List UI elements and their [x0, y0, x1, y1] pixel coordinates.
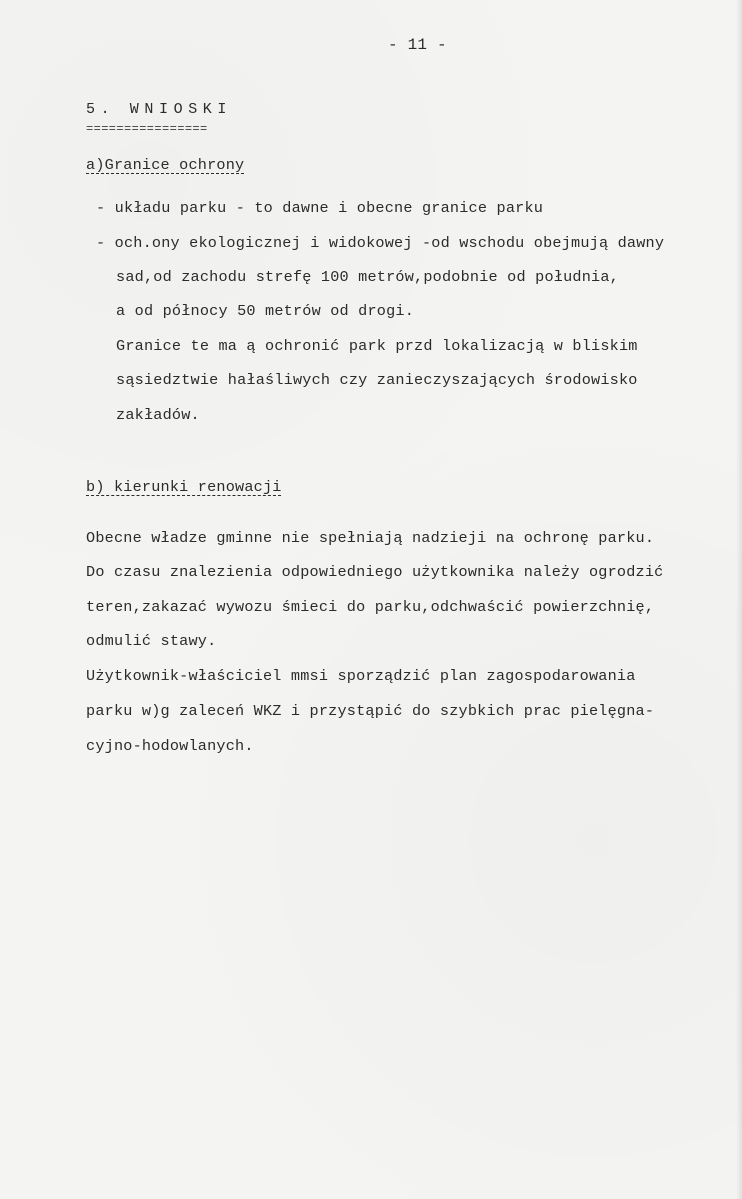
subsection-a-line: Granice te ma ą ochronić park przd lokalizacją w bliskim — [116, 337, 638, 355]
subsection-a-line: - och.ony ekologicznej i widokowej -od wschodu obejmują dawny — [96, 234, 665, 252]
section-title: 5. WNIOSKI — [86, 101, 233, 118]
subsection-b-line: Obecne władze gminne nie spełniają nadzieji na ochronę parku. — [86, 529, 655, 547]
subsection-a-line: sąsiedztwie hałaśliwych czy zanieczyszających środowisko — [116, 371, 638, 389]
subsection-a-line: sad,od zachodu strefę 100 metrów,podobnie od południa, — [116, 268, 619, 286]
section-title-rule: ================ — [86, 122, 208, 136]
subsection-a-line: zakładów. — [116, 406, 200, 424]
subsection-a-line: a od północy 50 metrów od drogi. — [116, 302, 415, 320]
subsection-b-line: parku w)g zaleceń WKZ i przystąpić do szybkich prac pielęgna- — [86, 702, 655, 720]
page-edge-shadow — [736, 0, 742, 1199]
subsection-b-line: teren,zakazać wywozu śmieci do parku,odchwaścić powierzchnię, — [86, 598, 655, 616]
subsection-b-line: odmulić stawy. — [86, 632, 217, 650]
subsection-b-line: Użytkownik-właściciel mmsi sporządzić plan zagospodarowania — [86, 667, 636, 685]
page-number: - 11 - — [388, 36, 447, 54]
subsection-b-line: cyjno-hodowlanych. — [86, 737, 254, 755]
subsection-b-heading: b) kierunki renowacji — [86, 478, 282, 496]
subsection-b-line: Do czasu znalezienia odpowiedniego użytkownika należy ogrodzić — [86, 563, 664, 581]
subsection-a-heading: a)Granice ochrony — [86, 156, 245, 174]
subsection-a-line: - układu parku - to dawne i obecne granice parku — [96, 199, 544, 217]
